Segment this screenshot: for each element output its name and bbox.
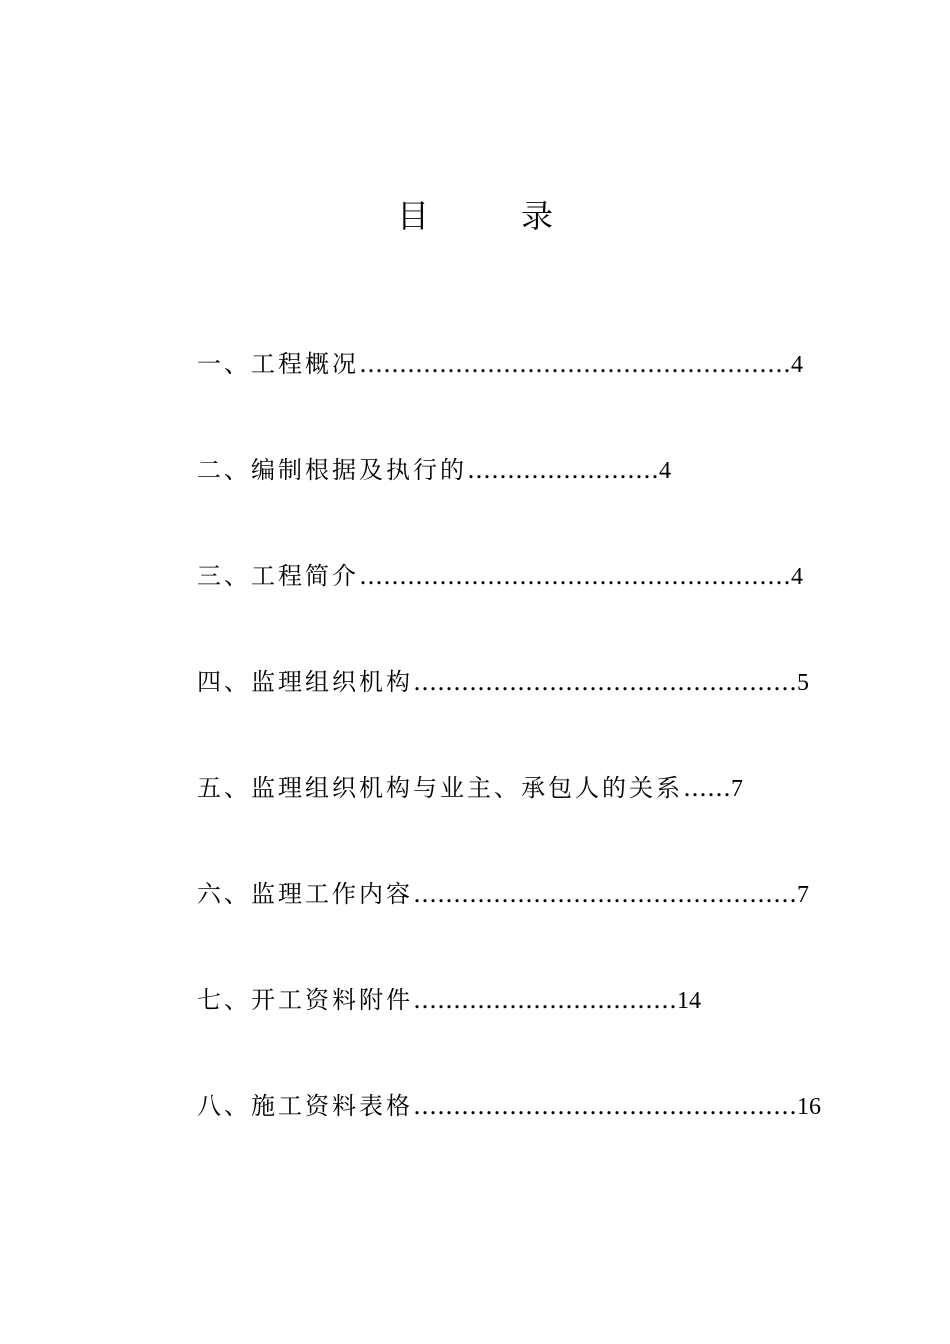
toc-entry[interactable] [197,764,797,870]
toc-entry-leader: …………………………… [413,986,677,1014]
toc-entry-label: 七、开工资料附件 [197,986,413,1014]
toc-entry-leader: ……………………………………………… [359,562,791,590]
toc-entry-page: 16 [797,1094,821,1120]
toc-entry[interactable] [197,976,797,1082]
title-char-2: 录 [521,197,554,235]
toc-entry-leader: ………………………………………… [413,1092,797,1120]
toc-entry-leader: ………………………………………… [413,880,797,908]
table-of-contents [197,340,821,1188]
toc-entry-page: 14 [677,988,701,1014]
toc-entry-page: 5 [797,670,809,696]
toc-entry[interactable] [197,340,803,446]
toc-entry[interactable] [197,1082,821,1188]
toc-entry[interactable] [197,658,809,764]
toc-entry[interactable] [197,446,797,552]
toc-entry-leader: ……………………………………………… [359,350,791,378]
toc-entry[interactable] [197,552,803,658]
toc-entry-page: 4 [791,352,803,378]
toc-entry-leader: …………………… [467,456,659,484]
toc-entry-label: 五、监理组织机构与业主、承包人的关系 [197,774,683,802]
toc-entry-page: 4 [659,458,671,484]
toc-entry-label: 六、监理工作内容 [197,880,413,908]
toc-entry[interactable] [197,870,809,976]
toc-entry-label: 三、工程简介 [197,562,359,590]
toc-entry-page: 7 [731,776,743,802]
toc-entry-label: 四、监理组织机构 [197,668,413,696]
toc-entry-page: 7 [797,882,809,908]
title-char-1: 目 [396,197,429,235]
toc-entry-leader: …… [683,774,731,802]
toc-entry-page: 4 [791,564,803,590]
toc-entry-label: 二、编制根据及执行的 [197,456,467,484]
toc-entry-label: 八、施工资料表格 [197,1092,413,1120]
page-title [0,192,950,240]
toc-entry-label: 一、工程概况 [197,350,359,378]
toc-entry-leader: ………………………………………… [413,668,797,696]
